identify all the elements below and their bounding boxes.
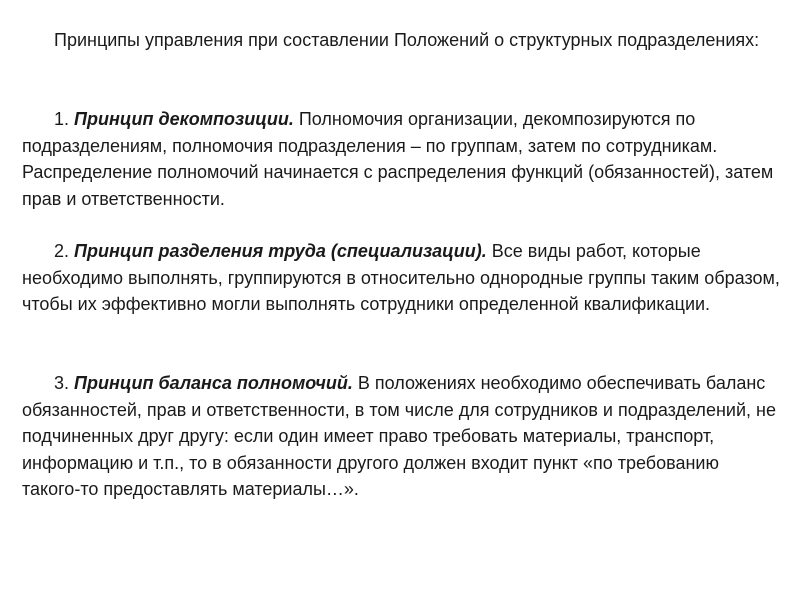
principle-3-text: В положениях необходимо обеспечивать баланс обязанностей, прав и ответственности, в том числе для сотрудников и подразделений, не подчиненных друг другу: если один имеет право требовать материалы, транспорт, информацию и т.п., то в обязанности другого должен входит пункт «по требованию такого-то предоставлять материалы…». bbox=[22, 373, 776, 499]
intro-heading: Принципы управления при составлении Положений о структурных подразделениях: bbox=[54, 30, 760, 50]
principle-1-title: Принцип декомпозиции. bbox=[74, 109, 294, 129]
principle-1-number: 1. bbox=[54, 109, 70, 129]
principle-3-number: 3. bbox=[54, 373, 70, 393]
principle-2-title: Принцип разделения труда (специализации). bbox=[74, 241, 487, 261]
principle-3-paragraph bbox=[22, 370, 782, 503]
principle-1-text: Полномочия организации, декомпозируются по подразделениям, полномочия подразделения – по группам, затем по сотрудникам. Распределение полномочий начинается с распределения функций (обязанностей), затем прав и ответственности. bbox=[22, 109, 774, 209]
principle-2-number: 2. bbox=[54, 241, 70, 261]
principle-1-paragraph bbox=[22, 106, 782, 212]
principle-2-paragraph bbox=[22, 238, 782, 318]
principle-2-text: Все виды работ, которые необходимо выполнять, группируются в относительно однородные группы таким образом, чтобы их эффективно могли выполнять сотрудники определенной квалификации. bbox=[22, 241, 780, 314]
principle-3-title: Принцип баланса полномочий. bbox=[74, 373, 353, 393]
